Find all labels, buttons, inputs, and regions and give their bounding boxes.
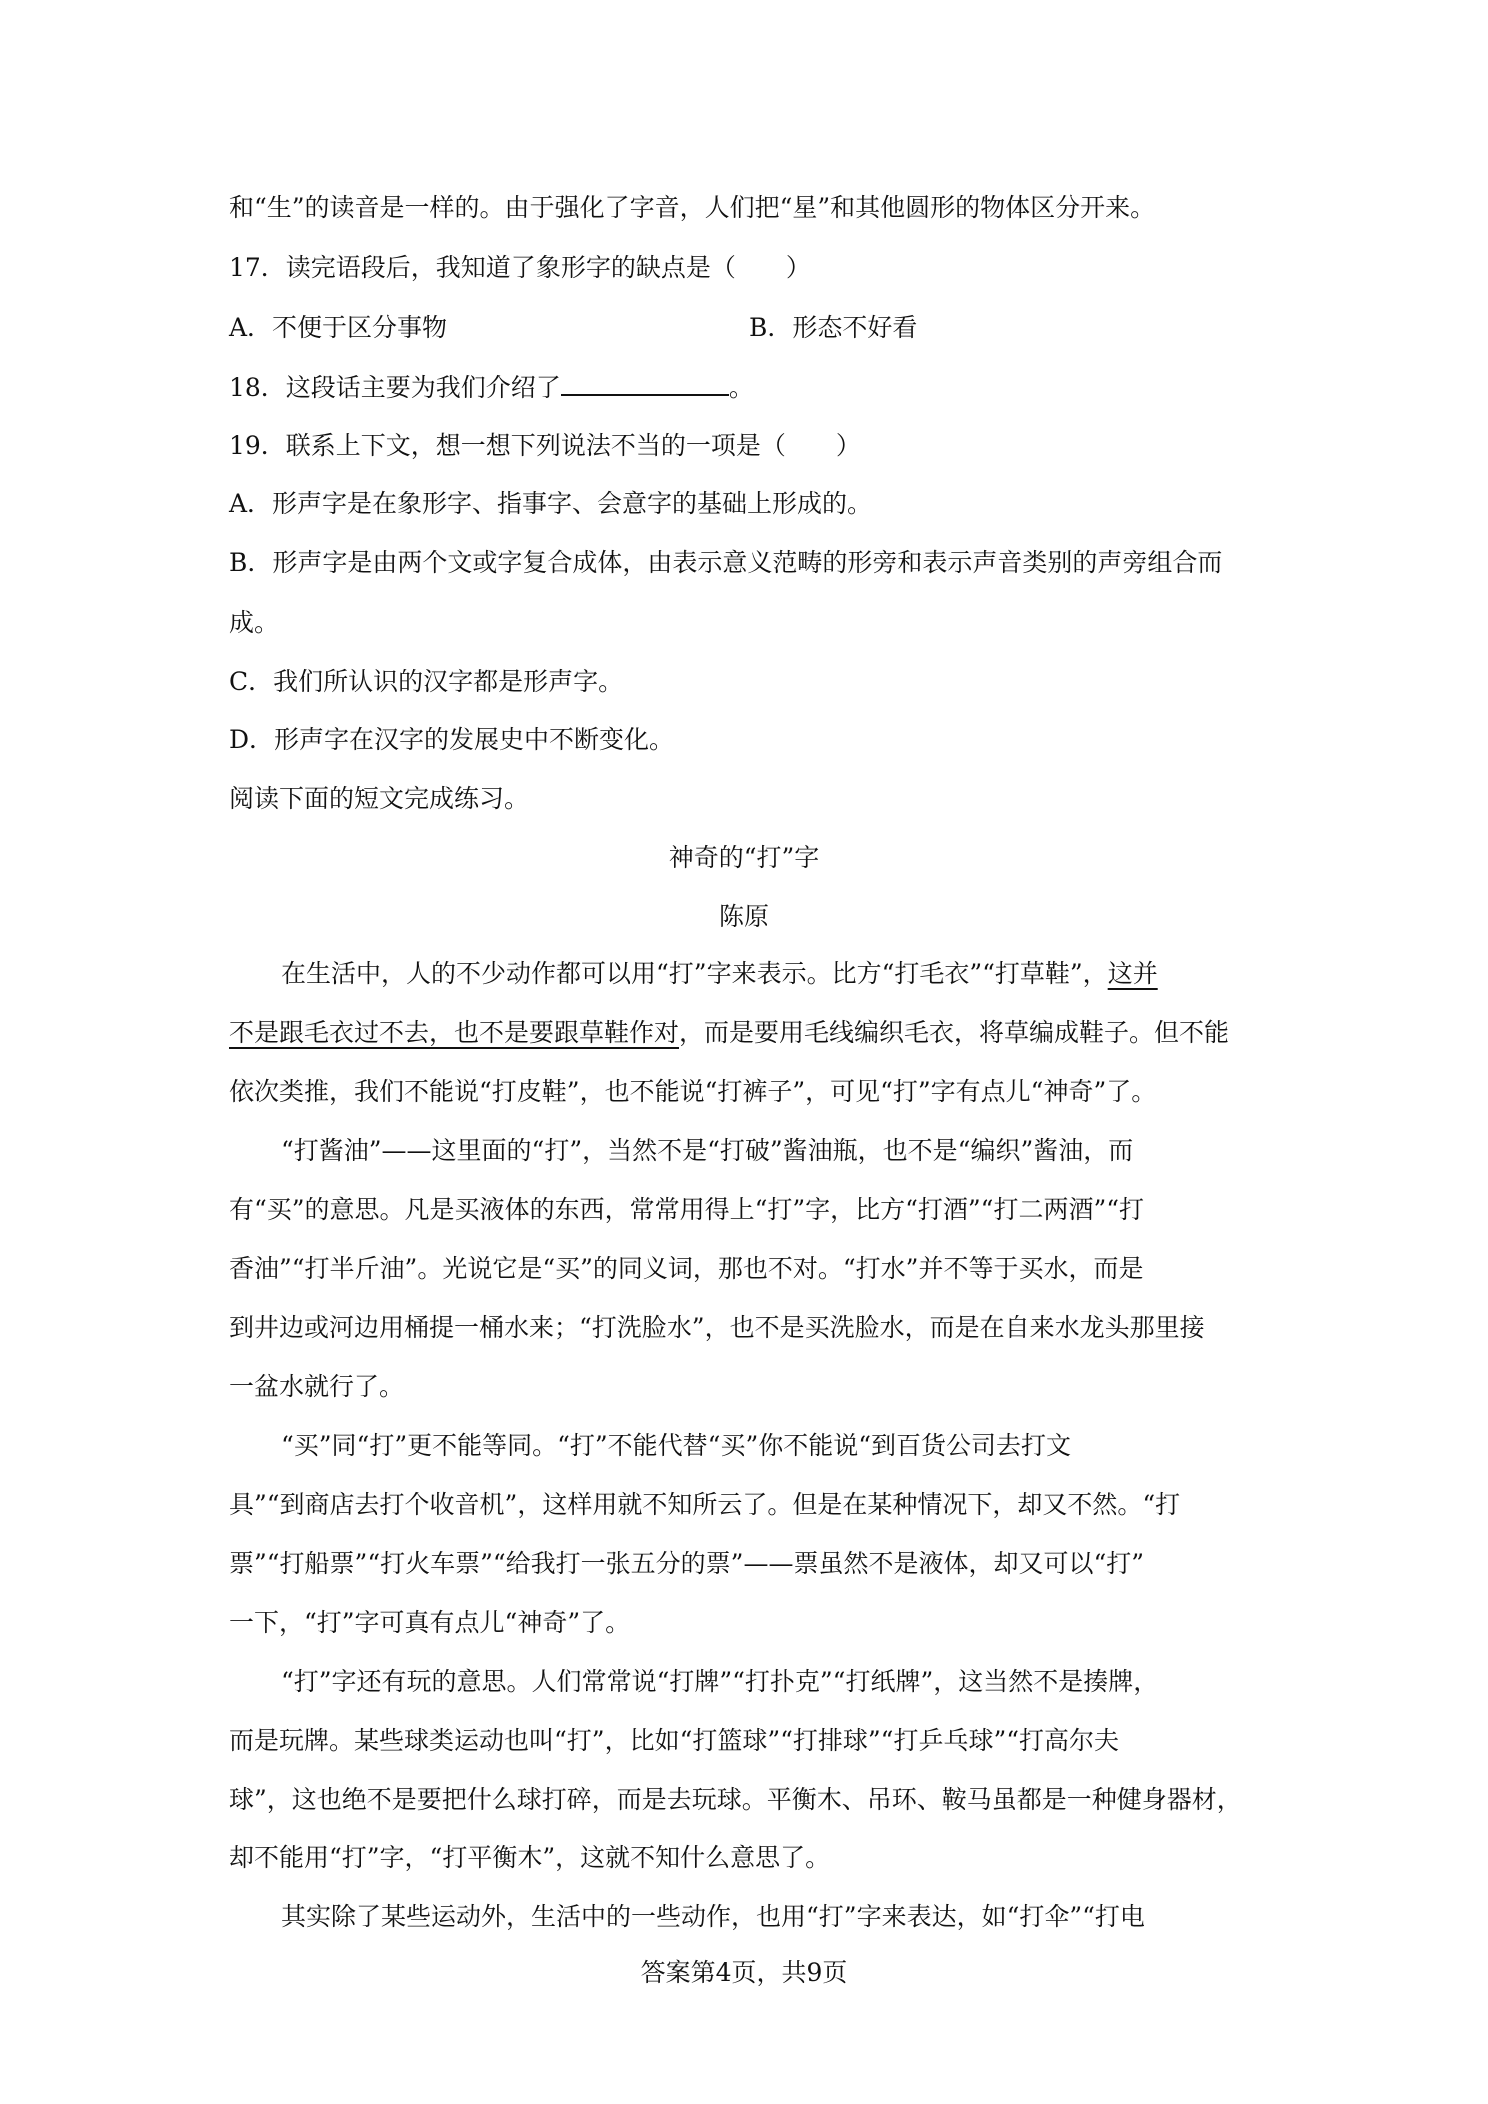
paragraph-3-line: “买”同“打”更不能等同。“打”不能代替“买”你不能说“到百货公司去打文 (281, 1431, 1072, 1460)
question-18-text: 18．这段话主要为我们介绍了 (229, 373, 561, 402)
text: 在生活中，人的不少动作都可以用“打”字来表示。比方“打毛衣”“打草鞋”， (281, 959, 1108, 988)
paragraph-2-line: 到井边或河边用桶提一桶水来；“打洗脸水”，也不是买洗脸水，而是在自来水龙头那里接 (229, 1313, 1205, 1342)
text-line: 和“生”的读音是一样的。由于强化了字音，人们把“星”和其他圆形的物体区分开来。 (229, 193, 1156, 222)
option-b: B．形态不好看 (749, 313, 918, 342)
page-footer: 答案第4页，共9页 (640, 1958, 848, 1987)
article-author: 陈原 (718, 902, 769, 931)
option-a: A．不便于区分事物 (229, 313, 448, 342)
paragraph-2-line: 香油”“打半斤油”。光说它是“买”的同义词，那也不对。“打水”并不等于买水，而是 (229, 1254, 1144, 1283)
article-title: 神奇的“打”字 (668, 843, 820, 872)
underlined-text: 不是跟毛衣过不去，也不是要跟草鞋作对 (229, 1018, 680, 1047)
paragraph-4-line: “打”字还有玩的意思。人们常常说“打牌”“打扑克”“打纸牌”，这当然不是揍牌， (281, 1667, 1159, 1696)
question-18-end: 。 (728, 373, 754, 402)
paragraph-4-line: 而是玩牌。某些球类运动也叫“打”，比如“打篮球”“打排球”“打乒乓球”“打高尔夫 (229, 1726, 1120, 1755)
paragraph-2-line: 一盆水就行了。 (229, 1372, 405, 1401)
paragraph-5-line: 其实除了某些运动外，生活中的一些动作，也用“打”字来表达，如“打伞”“打电 (281, 1902, 1145, 1931)
option-d: D．形声字在汉字的发展史中不断变化。 (229, 725, 675, 754)
paragraph-1-line: 依次类推，我们不能说“打皮鞋”，也不能说“打裤子”，可见“打”字有点儿“神奇”了。 (229, 1077, 1157, 1106)
paragraph-1-line (229, 1015, 1269, 1051)
paragraph-3-line: 具”“到商店去打个收音机”，这样用就不知所云了。但是在某种情况下，却又不然。“打 (229, 1490, 1181, 1519)
option-b-cont: 成。 (229, 608, 280, 637)
reading-intro: 阅读下面的短文完成练习。 (229, 784, 530, 813)
paragraph-4-line: 却不能用“打”字，“打平衡木”，这就不知什么意思了。 (229, 1843, 831, 1872)
paragraph-2-line: 有“买”的意思。凡是买液体的东西，常常用得上“打”字，比方“打酒”“打二两酒”“打 (229, 1195, 1145, 1224)
paragraph-4-line: 球”，这也绝不是要把什么球打碎，而是去玩球。平衡木、吊环、鞍马虽都是一种健身器材， (229, 1785, 1242, 1814)
answer-blank (561, 372, 729, 396)
option-b: B．形声字是由两个文或字复合成体，由表示意义范畴的形旁和表示声音类别的声旁组合而 (229, 548, 1223, 577)
paragraph-1-line (281, 956, 1321, 992)
option-c: C．我们所认识的汉字都是形声字。 (229, 667, 624, 696)
paragraph-2-line: “打酱油”——这里面的“打”，当然不是“打破”酱油瓶，也不是“编织”酱油，而 (281, 1136, 1134, 1165)
paragraph-3-line: 票”“打船票”“打火车票”“给我打一张五分的票”——票虽然不是液体，却又可以“打” (229, 1549, 1145, 1578)
question-17-options (229, 310, 1269, 346)
question-18 (229, 370, 1269, 406)
question-17: 17．读完语段后，我知道了象形字的缺点是（ ） (229, 253, 811, 282)
question-19: 19．联系上下文，想一想下列说法不当的一项是（ ） (229, 431, 861, 460)
text: ，而是要用毛线编织毛衣，将草编成鞋子。但不能 (679, 1018, 1230, 1047)
underlined-text: 这并 (1107, 959, 1158, 988)
option-a: A．形声字是在象形字、指事字、会意字的基础上形成的。 (229, 489, 873, 518)
paragraph-3-line: 一下，“打”字可真有点儿“神奇”了。 (229, 1608, 631, 1637)
